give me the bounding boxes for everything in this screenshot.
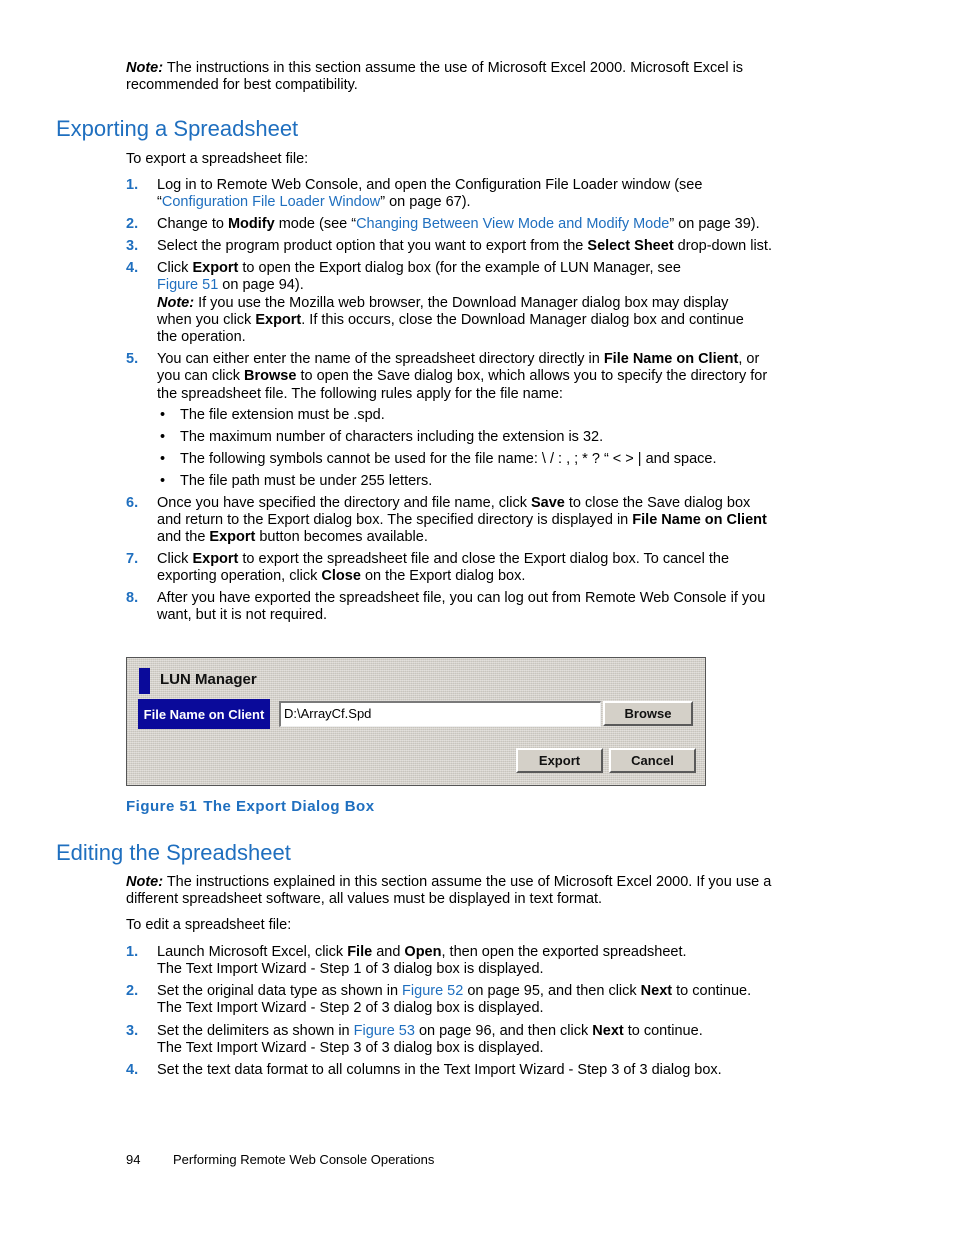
title-accent-bar	[139, 668, 150, 694]
step-text	[157, 351, 759, 368]
bold-term: Export	[192, 551, 239, 567]
step-text	[157, 238, 772, 255]
step-pre: Click	[157, 260, 193, 276]
section-heading-editing: Editing the Spreadsheet	[56, 840, 291, 865]
step-post: to continue.	[623, 1023, 703, 1039]
step-text-line: want, but it is not required.	[157, 607, 328, 623]
browse-button[interactable]: Browse	[603, 701, 693, 726]
step-post: drop-down list.	[673, 238, 772, 254]
step-number: 1.	[126, 177, 139, 193]
step-text-line: the spreadsheet file. The following rules apply for the file name:	[157, 386, 563, 402]
step-pre: Set the original data type as shown in	[157, 983, 403, 999]
step-text-line: The Text Import Wizard - Step 1 of 3 dialog box is displayed.	[157, 961, 544, 977]
step-text-line	[157, 277, 304, 294]
bold-term: File Name on Client	[632, 512, 767, 528]
figure-label: Figure 51	[126, 798, 198, 815]
bullet-icon: •	[160, 407, 166, 423]
step-text	[157, 260, 681, 277]
step-text	[157, 216, 760, 233]
step-pre: Launch Microsoft Excel, click	[157, 944, 348, 960]
page-number: 94	[126, 1152, 141, 1167]
step-post: to export the spreadsheet file and close the Export dialog box. To cancel the	[238, 551, 730, 567]
section-note	[126, 874, 771, 891]
step-post: to close the Save dialog box	[564, 495, 751, 511]
bold-term: Modify	[227, 216, 275, 232]
step-note	[157, 295, 728, 312]
step-number: 8.	[126, 590, 139, 606]
bold-term: Open	[404, 944, 442, 960]
step-text-line: The Text Import Wizard - Step 3 of 3 dialog box is displayed.	[157, 1040, 544, 1056]
step-text-line	[157, 512, 767, 529]
step-pre: Set the delimiters as shown in	[157, 1023, 354, 1039]
bold-term: Export	[255, 312, 302, 328]
intro-note	[126, 60, 743, 77]
step-text: Log in to Remote Web Console, and open the Configuration File Loader window (see	[157, 177, 703, 193]
step-text-line	[157, 529, 428, 546]
step-pre: you can click	[157, 368, 245, 384]
step-number: 2.	[126, 983, 139, 999]
cancel-button[interactable]: Cancel	[609, 748, 696, 773]
note-label: Note:	[157, 295, 195, 311]
link-figure-51[interactable]: Figure 51	[157, 277, 219, 293]
bullet-item: The maximum number of characters including the extension is 32.	[180, 429, 604, 445]
step-text-line: The Text Import Wizard - Step 2 of 3 dialog box is displayed.	[157, 1000, 544, 1016]
bold-term: File Name on Client	[603, 351, 739, 367]
bold-term: Close	[321, 568, 361, 584]
step-pre: Select the program product option that you want to export from the	[157, 238, 588, 254]
step-text-line	[157, 194, 471, 211]
step-text: Set the text data format to all columns in the Text Import Wizard - Step 3 of 3 dialog box.	[157, 1062, 722, 1078]
step-text	[157, 983, 751, 1000]
section-note-line2: different spreadsheet software, all values must be displayed in text format.	[126, 891, 603, 907]
step-post: , then open the exported spreadsheet.	[441, 944, 687, 960]
step-mid: on page 95, and then click	[463, 983, 641, 999]
step-pre: exporting operation, click	[157, 568, 322, 584]
note-text: The instructions in this section assume the use of Microsoft Excel 2000. Microsoft Excel is	[163, 60, 744, 76]
section-intro: To edit a spreadsheet file:	[126, 917, 292, 933]
link-configuration-file-loader-window[interactable]: Configuration File Loader Window	[161, 194, 381, 210]
bullet-item: The file path must be under 255 letters.	[180, 473, 433, 489]
link-figure-52[interactable]: Figure 52	[402, 983, 464, 999]
step-text	[157, 551, 729, 568]
bold-term: Export	[209, 529, 256, 545]
bullet-icon: •	[160, 451, 166, 467]
step-number: 7.	[126, 551, 139, 567]
step-text	[157, 944, 687, 961]
step-post: , or	[738, 351, 760, 367]
bullet-icon: •	[160, 429, 166, 445]
bold-term: Save	[530, 495, 565, 511]
step-number: 5.	[126, 351, 139, 367]
file-name-on-client-label: File Name on Client	[138, 699, 270, 729]
note-text: The instructions explained in this section assume the use of Microsoft Excel 2000. If you use a	[163, 874, 772, 890]
figure-caption	[126, 798, 375, 815]
bold-term: Export	[192, 260, 239, 276]
step-post: button becomes available.	[255, 529, 428, 545]
quote-open: “	[157, 194, 162, 210]
step-mid: and	[372, 944, 405, 960]
step-text-line	[157, 568, 525, 585]
bold-term: File	[347, 944, 373, 960]
step-post: to continue.	[672, 983, 752, 999]
bullet-item: The file extension must be .spd.	[180, 407, 385, 423]
step-post: on the Export dialog box.	[360, 568, 526, 584]
bold-term: Select Sheet	[587, 238, 674, 254]
note-label: Note:	[126, 60, 164, 76]
page-ref: on page 94).	[218, 277, 304, 293]
bold-term: Browse	[244, 368, 297, 384]
step-number: 6.	[126, 495, 139, 511]
step-text: After you have exported the spreadsheet file, you can log out from Remote Web Console if you	[157, 590, 766, 606]
step-note-line	[157, 312, 744, 329]
running-footer: Performing Remote Web Console Operations	[173, 1152, 435, 1167]
step-number: 3.	[126, 238, 139, 254]
note-post: . If this occurs, close the Download Manager dialog box and continue	[301, 312, 744, 328]
step-number: 1.	[126, 944, 139, 960]
step-post: to open the Export dialog box (for the example of LUN Manager, see	[238, 260, 681, 276]
step-pre: You can either enter the name of the spreadsheet directory directly in	[157, 351, 604, 367]
step-number: 2.	[126, 216, 139, 232]
step-post: to open the Save dialog box, which allows you to specify the directory for	[296, 368, 768, 384]
note-text: If you use the Mozilla web browser, the Download Manager dialog box may display	[194, 295, 729, 311]
bold-term: Next	[592, 1023, 624, 1039]
step-number: 4.	[126, 260, 139, 276]
file-name-input[interactable]: D:\ArrayCf.Spd	[279, 701, 601, 727]
section-intro: To export a spreadsheet file:	[126, 151, 309, 167]
step-pre: Change to	[157, 216, 228, 232]
page-ref: ” on page 67).	[380, 194, 471, 210]
step-text	[157, 1023, 703, 1040]
step-pre: and return to the Export dialog box. The specified directory is displayed in	[157, 512, 633, 528]
figure-title: The Export Dialog Box	[203, 798, 375, 815]
step-note-line: the operation.	[157, 329, 246, 345]
export-dialog-figure	[126, 657, 706, 786]
step-pre: and the	[157, 529, 210, 545]
step-text-line	[157, 368, 767, 385]
section-heading-exporting: Exporting a Spreadsheet	[56, 116, 299, 141]
bold-term: Next	[640, 983, 673, 999]
step-pre: Click	[157, 551, 193, 567]
dialog-title: LUN Manager	[160, 671, 257, 688]
page-ref: ” on page 39).	[669, 216, 760, 232]
bullet-item: The following symbols cannot be used for the file name: \ / : , ; * ? “ < > | and space.	[180, 451, 717, 467]
step-number: 3.	[126, 1023, 139, 1039]
note-pre: when you click	[157, 312, 256, 328]
link-figure-53[interactable]: Figure 53	[353, 1023, 415, 1039]
step-text	[157, 495, 750, 512]
step-number: 4.	[126, 1062, 139, 1078]
link-changing-view-modify-mode[interactable]: Changing Between View Mode and Modify Mode	[356, 216, 670, 232]
note-label: Note:	[126, 874, 164, 890]
step-mid: on page 96, and then click	[414, 1023, 593, 1039]
step-mid: mode (see “	[274, 216, 357, 232]
intro-note-line2: recommended for best compatibility.	[126, 77, 358, 93]
bullet-icon: •	[160, 473, 166, 489]
step-pre: Once you have specified the directory and file name, click	[157, 495, 531, 511]
export-button[interactable]: Export	[516, 748, 603, 773]
